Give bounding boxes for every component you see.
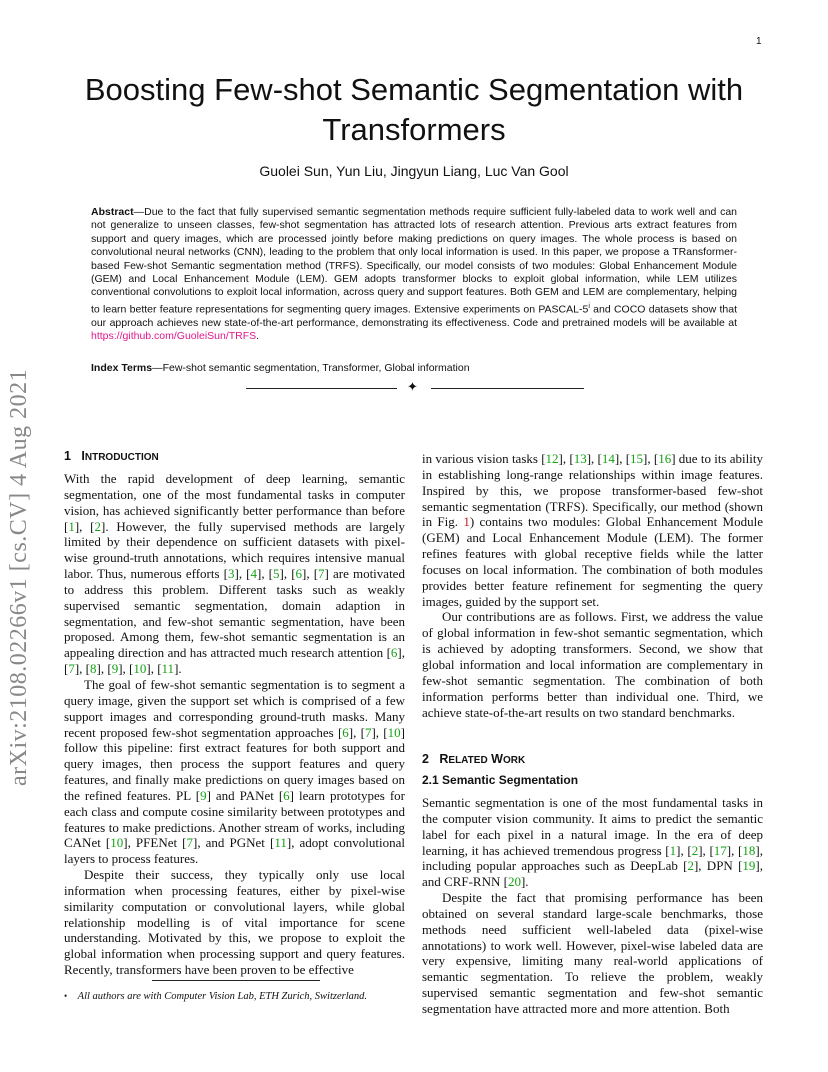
related-paragraph-2: Despite the fact that promising performance has been obtained on several standard large-scale benchmarks, those methods need sufficient well-labeled data (pixel-wise annotations) to work well. However, pixel-wise labeled data are very expensive, limiting many real-world applications of semantic segmentation. To relieve the problem, weakly supervised semantic segmentation and few-shot semantic segmentation have attracted more and more attention. Both — [422, 890, 763, 1016]
citation-link[interactable]: 5 — [273, 566, 280, 582]
paper-title: Boosting Few-shot Semantic Segmentation with Transformers — [84, 72, 744, 147]
index-terms-label: Index Terms — [91, 362, 153, 374]
abstract-text: —Due to the fact that fully supervised semantic segmentation methods require sufficient fully-labeled data to work well and can not generalize to unseen classes, few-shot segmentation has attracted lots of research attention. Previous arts extract features from support and query images, which are processed jointly before making predictions on query images. The whole process is based on convolutional neural networks (CNN), leading to the problem that only local information is used. In this paper, we propose a TRansformer-based Few-shot Semantic segmentation method (TRFS). Specifically, our model consists of two modules: Global Enhancement Module (GEM) and Local Enhancement Module (LEM). GEM adopts transformer blocks to exploit global information, while LEM utilizes conventional convolutions to exploit local information, across query and support features. Both GEM and LEM are complementary, helping to learn better feature representations for segmenting query images. Extensive experiments on PASCAL-5 — [91, 206, 737, 316]
citation-link[interactable]: 14 — [601, 451, 615, 466]
citation-link[interactable]: 10 — [387, 724, 401, 740]
citation-link[interactable]: 2 — [691, 842, 699, 858]
citation-link[interactable]: 20 — [507, 874, 521, 890]
citation-link[interactable]: 1 — [68, 518, 75, 534]
citation-link[interactable]: 6 — [283, 787, 290, 803]
citation-link[interactable]: 8 — [90, 661, 97, 677]
intro-paragraph-1: With the rapid development of deep learning, semantic segmentation, one of the most fundamental tasks in computer vision, has achieved significantly better performance than before [1], [2]. However, the fully supervised methods are largely limited by their dependence on sufficient datasets with pixel-wise ground-truth annotations, which requires intensive manual labor. Thus, numerous efforts [3], [4], [5], [6], [7] are motivated to address this problem. Different tasks such as weakly supervised semantic segmentation, domain adaption in segmentation, and few-shot semantic segmentation, have been proposed. Among them, few-shot semantic segmentation is an appealing direction and has attracted much research attention [6], [7], [8], [9], [10], [11]. — [64, 471, 405, 677]
intro-paragraph-3: Despite their success, they typically only use local information when processing features, either by pixel-wise similarity computation or convolutional layers, while global relationship modelling is of vital importance for scene understanding. Motivated by this, we propose to exploit the global information when processing support and query features. Recently, transformers have been proven to be effective — [64, 867, 405, 978]
citation-link[interactable]: 9 — [111, 661, 119, 677]
citation-link[interactable]: 6 — [390, 645, 398, 661]
citation-link[interactable]: 2 — [687, 858, 694, 874]
index-terms — [91, 362, 737, 375]
citation-link[interactable]: 3 — [227, 566, 235, 582]
abstract-superscript: i — [588, 302, 590, 310]
section-heading-related-work: 2 RELATED WORK — [422, 752, 526, 766]
index-terms-text: —Few-shot semantic segmentation, Transformer, Global information — [152, 362, 470, 374]
citation-link[interactable]: 12 — [545, 451, 559, 466]
citation-link[interactable]: 4 — [250, 566, 257, 582]
citation-link[interactable]: 9 — [200, 787, 207, 803]
citation-link[interactable]: 7 — [186, 835, 193, 851]
citation-link[interactable]: 10 — [110, 835, 124, 851]
separator-line-right — [431, 388, 584, 389]
citation-link[interactable]: 11 — [161, 661, 175, 677]
subsection-heading-semantic-segmentation: 2.1 Semantic Segmentation — [422, 773, 579, 787]
related-paragraph-1: Semantic segmentation is one of the most fundamental tasks in the computer vision community. It aims to predict the semantic label for each pixel in a natural image. In the era of deep learning, it has achieved tremendous progress [1], [2], [17], [18], including popular approaches such as DeepLab [2], DPN [19], and CRF-RNN [20]. — [422, 795, 763, 890]
footnote: • All authors are with Computer Vision Lab, ETH Zurich, Switzerland. — [64, 991, 368, 1002]
author-list: Guolei Sun, Yun Liu, Jingyun Liang, Luc Van Gool — [259, 163, 569, 179]
citation-link[interactable]: 16 — [658, 451, 672, 466]
citation-link[interactable]: 19 — [742, 858, 756, 874]
abstract: Abstract—Due to the fact that fully supervised semantic segmentation methods require sufficient fully-labeled data to work well and can not generalize to unseen classes, few-shot segmentation has attracted lots of research attention. Previous arts extract features from support and query images, which are processed jointly before making predictions on query images. The whole process is based on convolutional neural networks (CNN), leading to the problem that only local information is used. In this paper, we propose a TRansformer-based Few-shot Semantic segmentation method (TRFS). Specifically, our model consists of two modules: Global Enhancement Module (GEM) and Local Enhancement Module (LEM). GEM adopts transformer blocks to exploit global information, while LEM utilizes conventional convolutions to exploit local information, across query and support features. Both GEM and LEM are complementary, helping to learn better feature representations for segmenting query images. Extensive experiments on PASCAL-5$^i$ and COCO datasets show that our approach achieves new state-of-the-art performance, demonstrating its effectiveness. Code and pretrained models will be available at https://github.com/GuoleiSun/TRFS. — [91, 206, 737, 343]
citation-link[interactable]: 2 — [94, 518, 101, 534]
page-number: 1 — [756, 36, 762, 47]
section-heading-introduction: 1 INTRODUCTION — [64, 449, 159, 463]
footnote-text: All authors are with Computer Vision Lab, ETH Zurich, Switzerland. — [77, 991, 368, 1002]
right-column — [422, 451, 763, 720]
citation-link[interactable]: 7 — [364, 724, 372, 740]
citation-link[interactable]: 7 — [318, 566, 325, 582]
code-link[interactable]: https://github.com/GuoleiSun/TRFS — [91, 330, 257, 343]
citation-link[interactable]: 10 — [133, 661, 147, 677]
arxiv-identifier: arXiv:2108.02266v1 [cs.CV] 4 Aug 2021 — [6, 368, 32, 786]
left-column — [64, 471, 405, 978]
citation-link[interactable]: 1 — [669, 842, 677, 858]
citation-link[interactable]: 17 — [713, 842, 727, 858]
figure-link[interactable]: 1 — [463, 514, 470, 530]
separator-diamond-icon: ✦ — [407, 379, 418, 394]
citation-link[interactable]: 13 — [573, 451, 587, 466]
citation-link[interactable]: 18 — [742, 842, 756, 858]
intro-paragraph-3-cont: in various vision tasks [12], [13], [14], [15], [16] due to its ability in establishing long-range relationships within image features. Inspired by this, we propose transformer-based few-shot semantic segmentation (TRFS). Specifically, our method (shown in Fig. 1) contains two modules: Global Enhancement Module (GEM) and Local Enhancement Module (LEM). The former refines features with global receptive fields while the latter focuses on local information. The combination of both modules provides better feature refinement for segmenting the query images, guided by the support set. — [422, 451, 763, 609]
citation-link[interactable]: 15 — [630, 451, 644, 466]
abstract-label: Abstract — [91, 206, 134, 218]
citation-link[interactable]: 6 — [342, 724, 349, 740]
intro-paragraph-4: Our contributions are as follows. First, we address the value of global information in few-shot semantic segmentation, which is achieved by adopting transformers. Second, we show that global information and local information are complementary in few-shot semantic segmentation. The combination of both information performs better than individual one. Third, we achieve state-of-the-art results on two standard benchmarks. — [422, 609, 763, 720]
citation-link[interactable]: 7 — [68, 661, 75, 677]
abstract-text-end: and COCO datasets show that our approach achieves new state-of-the-art performance, demonstrating its effectiveness. Code and pretrained models will be available at — [91, 303, 737, 329]
related-work-text — [422, 795, 763, 1017]
separator-line-left — [246, 388, 397, 389]
citation-link[interactable]: 11 — [274, 835, 287, 851]
footnote-rule — [152, 980, 320, 981]
citation-link[interactable]: 6 — [295, 566, 303, 582]
intro-paragraph-2: The goal of few-shot semantic segmentation is to segment a query image, given the support set which is comprised of a few support images and corresponding ground-truth masks. Many recent proposed few-shot segmentation approaches [6], [7], [10] follow this pipeline: first extract features for both support and query images, then process the support features and query features, and finally make predictions on query images based on the refined features. PL [9] and PANet [6] learn prototypes for each class and compute cosine similarity between prototypes and features to make predictions. Another stream of works, including CANet [10], PFENet [7], and PGNet [11], adopt convolutional layers to process features. — [64, 676, 405, 867]
